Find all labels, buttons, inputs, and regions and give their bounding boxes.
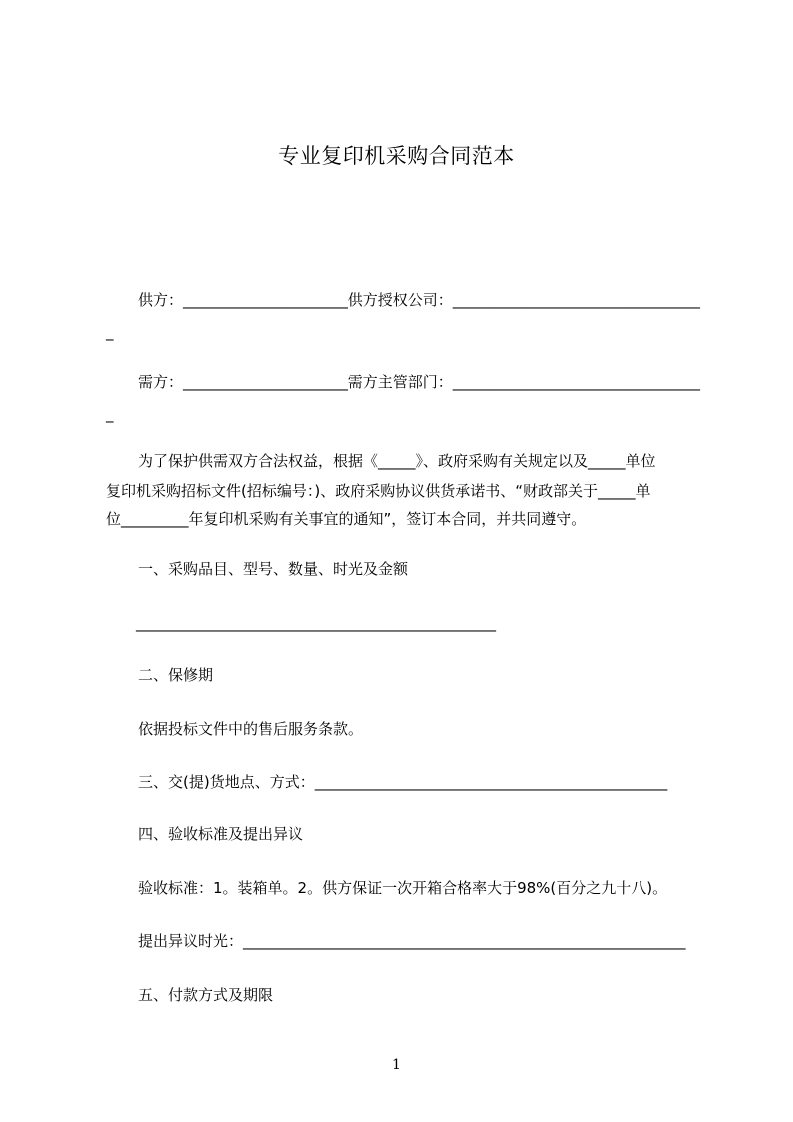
- buyer-line-continuation: _: [106, 405, 114, 423]
- section-3-delivery-line: 三、交(提)货地点、方式：_______________________________________________: [138, 773, 668, 791]
- section-4-acceptance-standard: 验收标准：1。装箱单。2。供方保证一次开箱合格率大于98%(百分之九十八)。: [138, 879, 668, 897]
- intro-paragraph-line-1: 为了保护供需双方合法权益，根据《_____》、政府采购有关规定以及_____单位: [138, 452, 656, 470]
- supplier-line: 供方：______________________供方授权公司：_________________________________: [138, 291, 701, 309]
- section-5-heading: 五、付款方式及期限: [138, 986, 274, 1004]
- section-2-heading: 二、保修期: [138, 666, 214, 684]
- intro-paragraph-line-2: 复印机采购招标文件(招标编号：)、政府采购协议供货承诺书、“财政部关于_____单: [106, 482, 651, 500]
- section-4-objection-time: 提出异议时光：___________________________________________________________: [138, 932, 686, 950]
- supplier-line-continuation: _: [106, 323, 114, 341]
- section-1-heading: 一、采购品目、型号、数量、时光及金额: [138, 560, 409, 578]
- page-title: 专业复印机采购合同范本: [278, 144, 515, 168]
- section-4-heading: 四、验收标准及提出异议: [138, 825, 304, 843]
- buyer-line: 需方：______________________需方主管部门：_________________________________: [138, 373, 701, 391]
- intro-paragraph-line-3: 位_________年复印机采购有关事宜的通知”，签订本合同，并共同遵守。: [106, 510, 587, 528]
- page-number: 1: [392, 1057, 401, 1073]
- section-1-blank-line: ________________________________________________: [136, 614, 496, 632]
- section-2-text: 依据投标文件中的售后服务条款。: [138, 720, 364, 738]
